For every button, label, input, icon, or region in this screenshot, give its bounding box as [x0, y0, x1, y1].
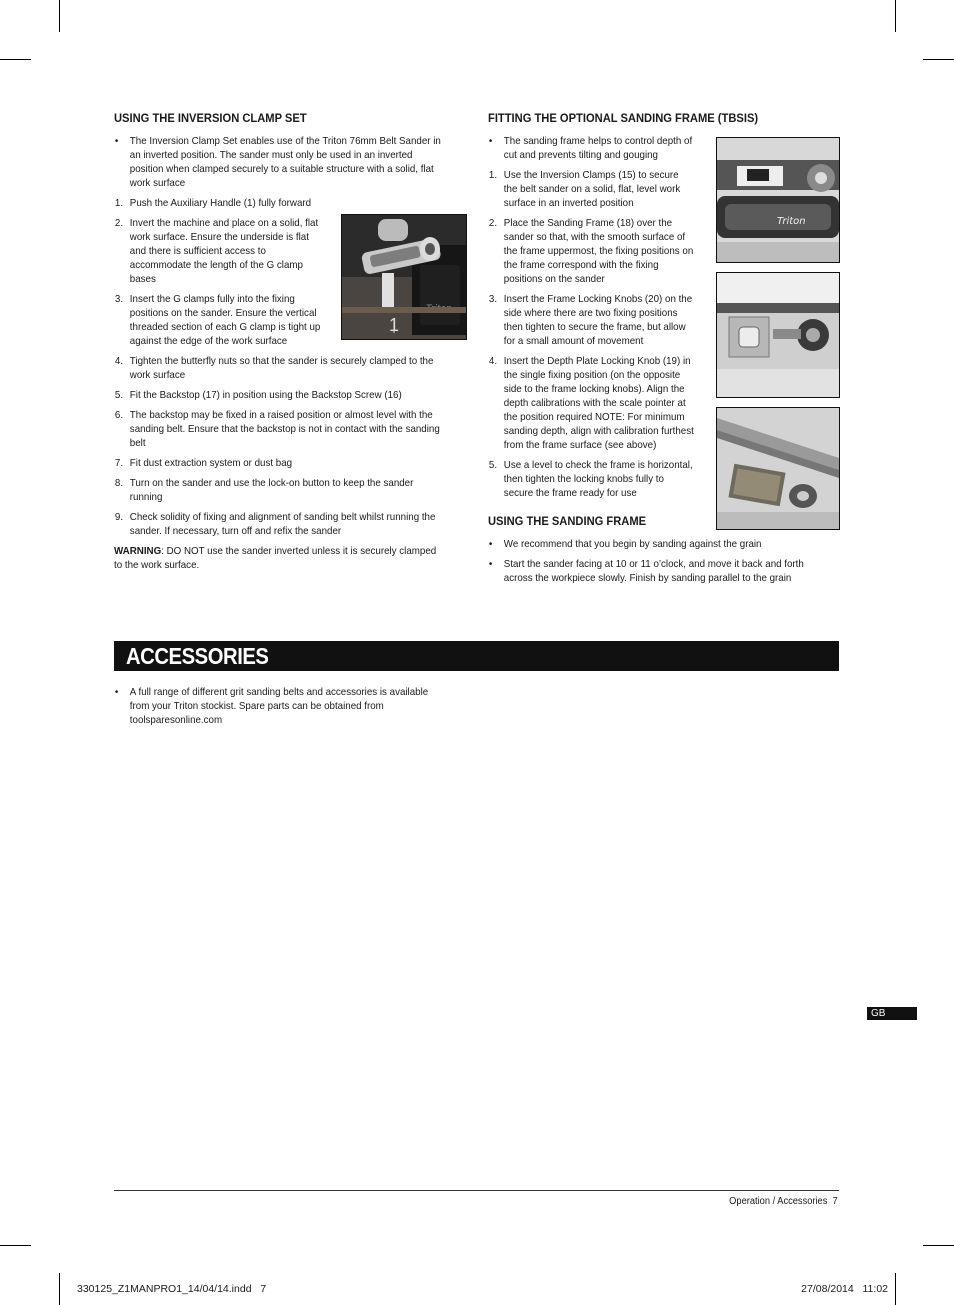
list-item: • The sanding frame helps to control depth of cut and prevents tilting and gouging [488, 135, 693, 161]
list-item: 4. Tighten the butterfly nuts so that the sander is securely clamped to the work surface [114, 355, 434, 381]
warning-note: WARNING: DO NOT use the sander inverted unless it is securely clamped to the work surface. [114, 545, 437, 571]
language-tab: GB [867, 1007, 917, 1020]
list-item: 3. Insert the Frame Locking Knobs (20) on the side where there are two fixing positions then tighten to secure the frame, but allow for a small amount of movement [488, 293, 693, 347]
list-item: 8. Turn on the sander and use the lock-on button to keep the sander running [114, 477, 414, 503]
list-item: 5. Fit the Backstop (17) in position using the Backstop Screw (16) [114, 389, 402, 401]
slug-file: 330125_Z1MANPRO1_14/04/14.indd 7 [77, 1283, 267, 1295]
svg-text:Triton: Triton [777, 216, 806, 227]
crop-mark [0, 59, 31, 60]
crop-mark [895, 1273, 896, 1305]
list-item: 2. Invert the machine and place on a solid, flat work surface. Ensure the underside is flat and there is sufficient access to accommodate the length of the G clamp bases [114, 217, 319, 285]
footer-rule [114, 1190, 839, 1191]
section-heading: USING THE SANDING FRAME [488, 514, 647, 528]
inverted-sander-photo [341, 214, 467, 340]
accessories-title: ACCESSORIES [126, 643, 269, 669]
list-item: • Start the sander facing at 10 or 11 o’clock, and move it back and forth across the workpiece slowly. Finish by sanding parallel to the grain [488, 558, 804, 584]
list-item: 6. The backstop may be fixed in a raised position or almost level with the sanding belt. Ensure that the backstop is not in contact with the sanding belt [114, 409, 440, 449]
crop-mark [923, 59, 954, 60]
list-item: • A full range of different grit sanding belts and accessories is available from your Triton stockist. Spare parts can be obtained from toolsparesonline.com [114, 686, 429, 726]
page-number: 7 [832, 1196, 838, 1207]
depth-plate-knob-photo [716, 407, 840, 530]
crop-mark [895, 0, 896, 32]
list-item: 9. Check solidity of fixing and alignment of sanding belt whilst running the sander. If necessary, turn off and refix the sander [114, 511, 436, 537]
list-item: 7. Fit dust extraction system or dust bag [114, 457, 293, 469]
frame-locking-knob-photo [716, 272, 840, 398]
list-item: 2. Place the Sanding Frame (18) over the sander so that, with the smooth surface of the frame uppermost, the fixing positions on the frame correspond with the fixing positions on the sander [488, 217, 694, 285]
accessories-banner [114, 641, 839, 671]
figure-number: 1 [389, 315, 400, 335]
footer-section: Operation / Accessories [729, 1196, 828, 1207]
section-heading: USING THE INVERSION CLAMP SET [114, 111, 307, 125]
sander-top-photo [716, 137, 840, 263]
list-item: 4. Insert the Depth Plate Locking Knob (19) in the single fixing position (on the opposite side to the frame locking knobs). Align the depth calibrations with the scale pointer at the position required NOTE: For minimum sanding depth, align with calibration furthest from the frame surface (see above) [488, 355, 694, 451]
list-item: 5. Use a level to check the frame is horizontal, then tighten the locking knobs fully to secure the frame ready for use [488, 459, 693, 499]
list-item: 1. Use the Inversion Clamps (15) to secure the belt sander on a solid, flat, level work surface in an inverted position [488, 169, 681, 209]
slug-date: 27/08/2014 11:02 [801, 1283, 888, 1295]
list-item: 3. Insert the G clamps fully into the fixing positions on the sander. Ensure the vertical threaded section of each G clamp is tight up against the edge of the work surface [114, 293, 321, 347]
list-item: • We recommend that you begin by sanding against the grain [488, 538, 762, 550]
list-item: • The Inversion Clamp Set enables use of the Triton 76mm Belt Sander in an inverted position. The sander must only be used in an inverted position when clamped securely to a suitable structure with a solid, flat work surface [114, 135, 441, 189]
crop-mark [923, 1245, 954, 1246]
page-footer [729, 1196, 838, 1207]
list-item: 1. Push the Auxiliary Handle (1) fully forward [114, 197, 312, 209]
inversion-clamp-section [114, 111, 466, 572]
section-heading: FITTING THE OPTIONAL SANDING FRAME (TBSIS) [488, 111, 759, 125]
warning-label: WARNING [114, 545, 162, 557]
accessories-list [114, 685, 474, 733]
crop-mark [0, 1245, 31, 1246]
crop-mark [59, 1273, 60, 1305]
crop-mark [59, 0, 60, 32]
